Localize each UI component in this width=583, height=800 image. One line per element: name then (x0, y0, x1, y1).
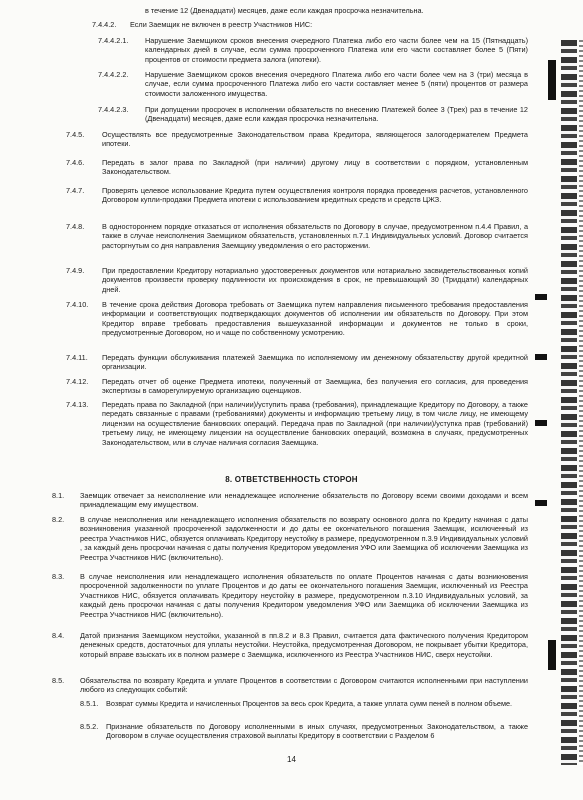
scan-mark (535, 500, 547, 506)
clause-number: 7.4.4.2.3. (98, 105, 129, 114)
clause-text: При допущении просрочек в исполнении обязательств по внесению Платежей более 3 (Трех) раз в течение 12 (Двенадцати) месяцев, даже если каждая просрочка незначительна. (145, 105, 528, 124)
clause-number: 7.4.10. (66, 300, 89, 309)
scan-mark (548, 60, 556, 100)
clause-number: 8.5.1. (80, 699, 99, 708)
clause-number: 8.2. (52, 515, 65, 524)
clause-number: 7.4.7. (66, 186, 85, 195)
page-number: 14 (287, 755, 296, 764)
clause-text: В случае неисполнения или ненадлежащего исполнения обязательств по возврату основного долга по Кредиту начиная с даты возникновения указанной просроченной задолженности и до даты ее окончательного погашения Заемщик, исключенный из реестра Участников НИС, обязуется оплачивать Кредитору неустойку в размере, предусмотренном п.3.9 Индивидуальных условий , за каждый день просрочки начиная с даты получения Кредитором уведомления УФО или Заемщика об исключении Заемщика из Реестра Участников НИС (включительно). (80, 515, 528, 562)
clause-number: 7.4.6. (66, 158, 85, 167)
clause-text: Нарушение Заемщиком сроков внесения очередного Платежа либо его части более чем на 15 (Пятнадцать) календарных дней в случае, если сумма просроченного Платежа или его части составляет более 5 (Пяти) процентов от стоимости предмета залога (ипотеки). (145, 36, 528, 64)
clause-text: Передать права по Закладной (при наличии)/уступить права (требования), принадлежащие Кредитору по Договору, а также передать связанные с правами (требованиями) документы и информацию третьему лицу, в том числе лицу, не имеющему лицензии на осуществление банковских операций. Передача прав по Закладной (при наличии)/уступка прав (требований) третьему лицу, не имеющему лицензии на осуществление банковских операций, возможна в случаях, предусмотренных Законодательством, или в случае наличия согласия Заемщика. (102, 400, 528, 447)
clause-text: Датой признания Заемщиком неустойки, указанной в пп.8.2 и 8.3 Правил, считается дата фактического получения Кредитором денежных средств, достаточных для уплаты неустойки. Неустойка, предусмотренная Договором, не покрывает убытки Кредитора, который вправе взыскать их в полном размере с Заемщика, исключенного из Реестра Участников НИС, сверх неустойки. (80, 631, 528, 659)
scan-mark (548, 640, 556, 670)
clause-number: 8.4. (52, 631, 65, 640)
clause-number: 7.4.8. (66, 222, 85, 231)
clause-text: Передать в залог права по Закладной (при наличии) другому лицу в соответствии с порядком, установленным Законодательством. (102, 158, 528, 177)
clause-text: Передать функции обслуживания платежей Заемщика по исполняемому им денежному обязательству другой кредитной организации. (102, 353, 528, 372)
clause-text: Признание обязательств по Договору исполненными в иных случаях, предусмотренных Законодательством, а также Договором в случае осуществления страховой выплаты Кредитору в соответствии с Разделом 6 (106, 722, 528, 741)
clause-text: Проверять целевое использование Кредита путем осуществления контроля порядка проведения расчетов, установленного Договором купли-продажи Предмета ипотеки с использованием кредитных средств и средств ЦЖЗ. (102, 186, 528, 205)
clause-number: 7.4.4.2.1. (98, 36, 129, 45)
clause-number: 8.5.2. (80, 722, 99, 731)
clause-number: 7.4.9. (66, 266, 85, 275)
clause-text: Обязательства по возврату Кредита и уплате Процентов в соответствии с Договором считаются исполненными при наступлении любого из следующих событий: (80, 676, 528, 695)
clause-number: 7.4.4.2.2. (98, 70, 129, 79)
clause-text: Осуществлять все предусмотренные Законодательством права Кредитора, являющегося залогодержателем Предмета ипотеки. (102, 130, 528, 149)
scan-mark (535, 420, 547, 426)
clause-text: Передать отчет об оценке Предмета ипотеки, полученный от Заемщика, без получения его согласия, для проведения экспертизы в саморегулируемую организацию оценщиков. (102, 377, 528, 396)
clause-text: При предоставлении Кредитору нотариально удостоверенных документов или нотариально засвидетельствованных копий документов произвести проверку подлинности их происхождения в срок, не превышающий 30 (Тридцати) календарных дней. (102, 266, 528, 294)
scan-edge-artifact (561, 40, 577, 765)
scan-edge-artifact (579, 40, 583, 765)
clause-number: 8.3. (52, 572, 65, 581)
clause-number: 7.4.11. (66, 353, 88, 362)
clause-number: 7.4.12. (66, 377, 89, 386)
scan-mark (535, 294, 547, 300)
clause-text: Заемщик отвечает за неисполнение или ненадлежащее исполнение обязательств по Договору всеми своими доходами и всем принадлежащим ему имуществом. (80, 491, 528, 510)
clause-text: Если Заемщик не включен в реестр Участников НИС: (130, 20, 313, 29)
clause-number: 8.5. (52, 676, 65, 685)
section-heading: 8. ОТВЕТСТВЕННОСТЬ СТОРОН (225, 475, 358, 484)
clause-number: 8.1. (52, 491, 65, 500)
scan-mark (535, 354, 547, 360)
clause-number: 7.4.5. (66, 130, 85, 139)
clause-number: 7.4.13. (66, 400, 89, 409)
clause-number: 7.4.4.2. (92, 20, 117, 29)
clause-text: в течение 12 (Двенадцати) месяцев, даже если каждая просрочка незначительна. (145, 6, 424, 15)
clause-text: Нарушение Заемщиком сроков внесения очередного Платежа либо его части более чем на 3 (три) месяца в случае, если сумма просроченного Платежа либо его части составляет менее 5 (пяти) процентов от размера стоимости заложенного имущества. (145, 70, 528, 98)
clause-text: В случае неисполнения или ненадлежащего исполнения обязательств по оплате Процентов начиная с даты возникновения просроченной задолженности по уплате Процентов и до даты ее окончательного погашения Заемщик, исключенный из Реестра Участников НИС, обязуется оплачивать Кредитору неустойку в размере, предусмотренном п.3.10 Индивидуальных условий, за каждый день просрочки начиная с даты получения Кредитором уведомления УФО или Заемщика об исключении Заемщика из Реестра Участников НИС (включительно). (80, 572, 528, 619)
clause-text: В одностороннем порядке отказаться от исполнения обязательств по Договору в случае, предусмотренном п.4.4 Правил, а также в случае неисполнения Заемщиком обязательств, установленных п.7.1 Индивидуальных условий. Договор считается расторгнутым со дня направления Заемщику уведомления о его расторжении. (102, 222, 528, 250)
clause-text: Возврат суммы Кредита и начисленных Процентов за весь срок Кредита, а также уплата сумм пеней в полном объеме. (106, 699, 513, 708)
clause-text: В течение срока действия Договора требовать от Заемщика путем направления письменного требования предоставления информации и соответствующих подтверждающих документов об исполнении им обязательств по Договору. При этом Кредитор вправе требовать предоставления вышеуказанной информации и документов не только в сроки, предусмотренные Договором, но и чаще по собственному усмотрению. (102, 300, 528, 338)
